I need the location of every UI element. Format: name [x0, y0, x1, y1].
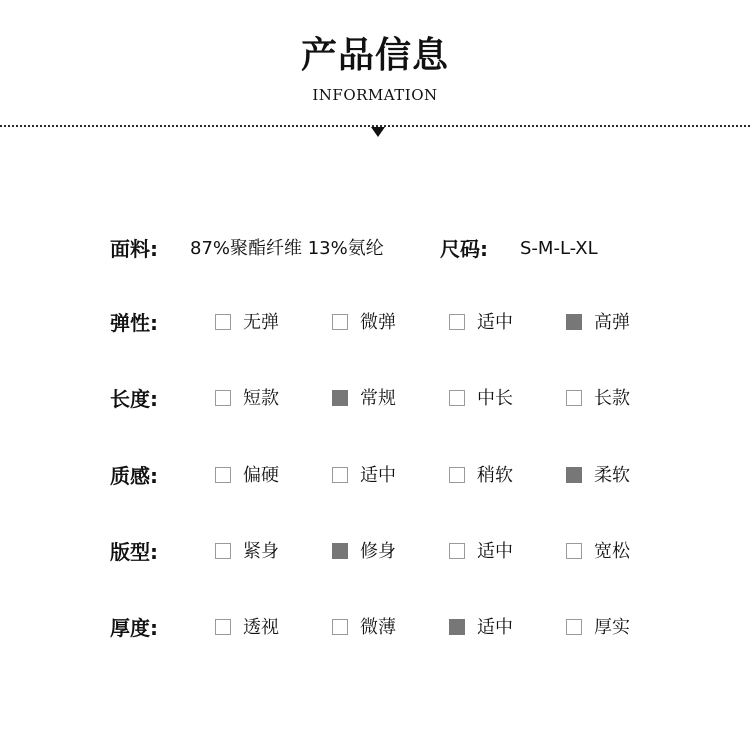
- checkbox: [332, 390, 348, 406]
- checkbox: [566, 314, 582, 330]
- checkbox: [332, 467, 348, 483]
- checkbox: [215, 390, 231, 406]
- option-label: 高弹: [594, 312, 630, 333]
- checkbox: [566, 390, 582, 406]
- option-label: 适中: [477, 541, 513, 562]
- fabric-value: 87%聚酯纤维 13%氨纶: [190, 238, 384, 259]
- checkbox: [566, 467, 582, 483]
- option-label: 紧身: [243, 541, 279, 562]
- page-subtitle: INFORMATION: [312, 86, 438, 104]
- option-label: 长款: [594, 388, 630, 409]
- size-value: S-M-L-XL: [520, 238, 598, 259]
- checkbox: [449, 390, 465, 406]
- checkbox: [215, 467, 231, 483]
- option-label: 微薄: [360, 617, 396, 638]
- checkbox: [332, 619, 348, 635]
- fabric-size-row: [0, 234, 750, 264]
- option-label: 修身: [360, 541, 396, 562]
- option-label: 适中: [477, 312, 513, 333]
- attribute-label: 质感:: [110, 464, 158, 488]
- checkbox: [449, 543, 465, 559]
- checkbox: [215, 619, 231, 635]
- option-label: 适中: [360, 465, 396, 486]
- checkbox: [566, 619, 582, 635]
- checkbox: [449, 467, 465, 483]
- option-label: 中长: [477, 388, 513, 409]
- attribute-row-length: [0, 384, 750, 414]
- attribute-row-fit: [0, 537, 750, 567]
- checkbox: [449, 619, 465, 635]
- attribute-row-texture: [0, 461, 750, 491]
- page-title: 产品信息: [300, 35, 449, 76]
- option-label: 无弹: [243, 312, 279, 333]
- checkbox: [332, 314, 348, 330]
- checkbox: [215, 314, 231, 330]
- option-label: 厚实: [594, 617, 630, 638]
- option-label: 柔软: [594, 465, 630, 486]
- attribute-row-thickness: [0, 613, 750, 643]
- checkbox: [215, 543, 231, 559]
- triangle-down-icon: [371, 127, 385, 137]
- option-label: 适中: [477, 617, 513, 638]
- checkbox: [449, 314, 465, 330]
- fabric-label: 面料:: [110, 237, 158, 261]
- option-label: 透视: [243, 617, 279, 638]
- attribute-label: 弹性:: [110, 311, 158, 335]
- option-label: 常规: [360, 388, 396, 409]
- option-label: 短款: [243, 388, 279, 409]
- option-label: 宽松: [594, 541, 630, 562]
- attribute-label: 厚度:: [110, 616, 158, 640]
- size-label: 尺码:: [440, 237, 488, 261]
- option-label: 偏硬: [243, 465, 279, 486]
- checkbox: [566, 543, 582, 559]
- option-label: 稍软: [477, 465, 513, 486]
- attribute-row-elasticity: [0, 308, 750, 338]
- option-label: 微弹: [360, 312, 396, 333]
- checkbox: [332, 543, 348, 559]
- attribute-label: 版型:: [110, 540, 158, 564]
- attribute-label: 长度:: [110, 387, 158, 411]
